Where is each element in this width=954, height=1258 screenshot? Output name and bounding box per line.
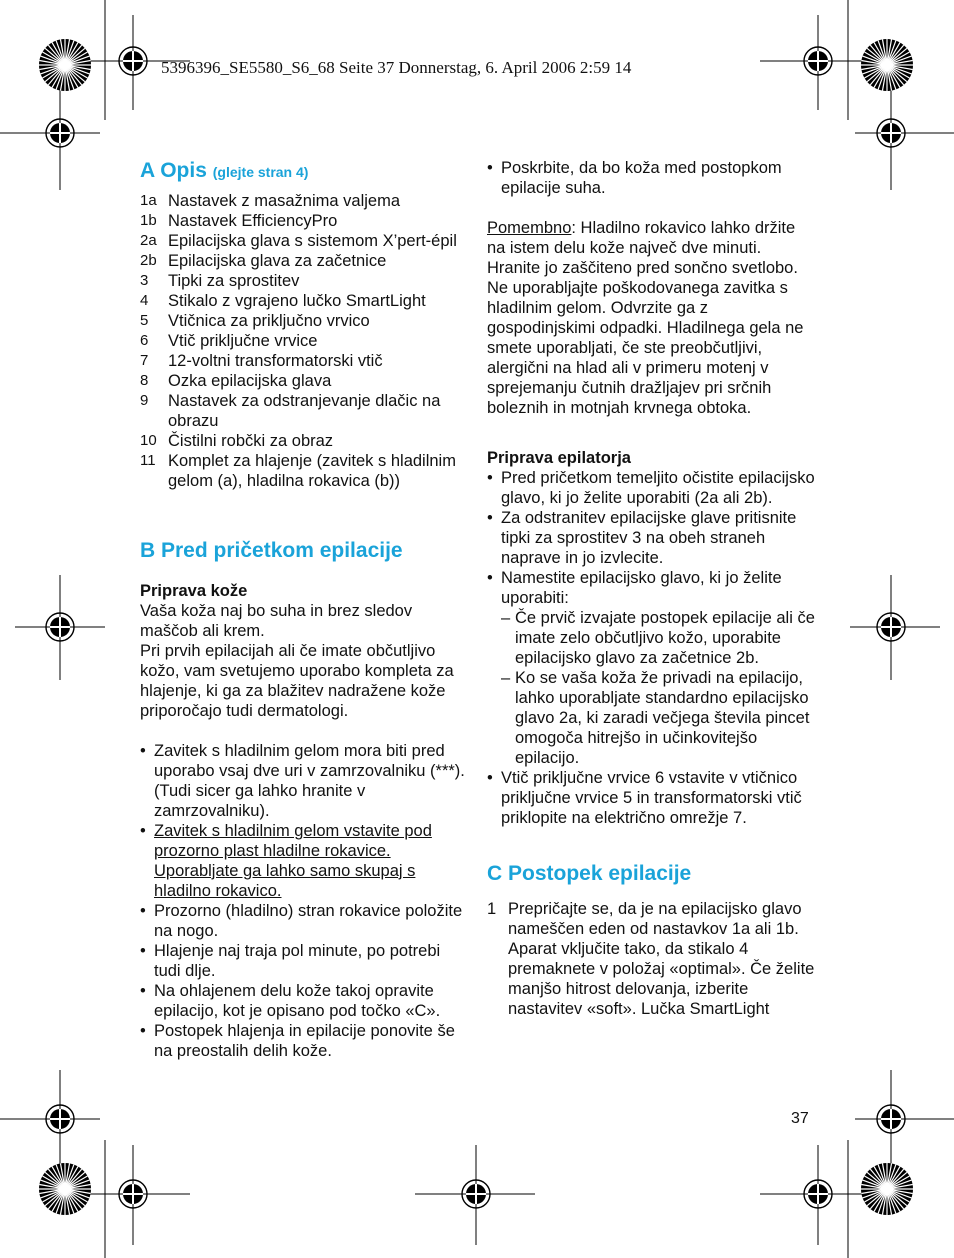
list-item: [140, 211, 470, 231]
list-item: [140, 351, 470, 371]
item-number: 5: [140, 312, 149, 329]
section-a-heading: [140, 158, 470, 185]
procedure-steps: [487, 899, 817, 1019]
important-note: [487, 218, 817, 418]
list-item: [140, 451, 470, 491]
list-item: • Namestite epilacijsko glavo, ki jo želite uporabiti:: [487, 569, 782, 607]
list-item: • Na ohlajenem delu kože takoj opravite epilacijo, kot je opisano pod točko «C».: [140, 982, 441, 1020]
item-text: Komplet za hlajenje (zavitek s hladilnim gelom (a), hladilna rokavica (b)): [168, 452, 456, 490]
dry-skin-bullet: [487, 158, 817, 198]
list-item: • Vtič priključne vrvice 6 vstavite v vtičnico priključne vrvice 5 in transformatorski vtič priklopite na električno omrežje 7.: [487, 769, 802, 827]
list-item: [140, 231, 470, 251]
item-number: 1a: [140, 192, 157, 209]
section-a-page-ref: (glejte stran 4): [212, 164, 309, 180]
item-number: 10: [140, 432, 157, 449]
important-text: : Hladilno rokavico lahko držite na istem delu kože največ dve minuti. Hranite jo zaščiteno pred sončno svetlobo. Ne uporabljajte poškodovanega zavitka s hladilnim gelom. Odvrzite ga z gospodinjskimi odpadki. Hladilnega gela ne smete uporabljati, če ste preobčutljivi, alergični na hlad ali v primeru motenj v sprejemanju čutnih dražljajev pri srčnih boleznih in motnjah krvnega obtoka.: [487, 219, 804, 417]
item-text: Stikalo z vgrajeno lučko SmartLight: [168, 292, 426, 310]
item-number: 2b: [140, 252, 157, 269]
item-number: 11: [140, 452, 156, 469]
print-slug: 5396396_SE5580_S6_68 Seite 37 Donnerstag, 6. April 2006 2:59 14: [161, 58, 632, 77]
item-text: Čistilni robčki za obraz: [168, 432, 334, 450]
list-item: [140, 431, 470, 451]
description-list: [140, 191, 470, 491]
skin-prep-text-1: Vaša koža naj bo suha in brez sledov maščob ali krem.: [140, 602, 413, 640]
item-text: 12-voltni transformatorski vtič: [168, 352, 383, 370]
page-number: 37: [791, 1110, 809, 1127]
list-item: [140, 191, 470, 211]
skin-prep-heading: Priprava kože: [140, 582, 248, 600]
epilator-prep-heading: Priprava epilatorja: [487, 449, 631, 467]
item-number: 6: [140, 332, 149, 349]
skin-prep-text-2: Pri prvih epilacijah ali če imate občutljivo kožo, vam svetujemo uporabo kompleta za hlajenje, ki ga za blažitev nadražene kože priporočajo tudi dermatologi.: [140, 642, 454, 720]
item-text: Ozka epilacijska glava: [168, 372, 332, 390]
cooling-bullets: [140, 741, 470, 1061]
list-item: • Zavitek s hladilnim gelom mora biti pred uporabo vsaj dve uri v zamrzovalniku (***). (Tudi sicer ga lahko hranite v zamrzovalniku).: [140, 742, 465, 820]
list-item: [140, 371, 470, 391]
list-item: – Ko se vaša koža že privadi na epilacijo, lahko uporabljate standardno epilacijsko glavo 2a, ki zaradi večjega števila pincet omogoča hitrejšo in učinkovitejšo epilacijo.: [501, 669, 810, 767]
section-a-title: A Opis: [140, 159, 207, 182]
list-item: • Prozorno (hladilno) stran rokavice položite na nogo.: [140, 902, 463, 940]
list-item: • Zavitek s hladilnim gelom vstavite pod prozorno plast hladilne rokavice. Uporabljate ga lahko samo skupaj s hladilno rokavico.: [140, 822, 432, 900]
list-item: • Hlajenje naj traja pol minute, po potrebi tudi dlje.: [140, 942, 441, 980]
list-item: [140, 391, 470, 431]
item-number: 7: [140, 352, 149, 369]
column-left: [140, 158, 470, 1061]
list-item: – Če prvič izvajate postopek epilacije ali če imate zelo občutljivo kožo, uporabite epilacijsko glavo za začetnice 2b.: [501, 609, 815, 667]
list-item: [140, 331, 470, 351]
item-number: 1b: [140, 212, 157, 229]
list-item: • Poskrbite, da bo koža med postopkom epilacije suha.: [487, 159, 782, 197]
item-number: 4: [140, 292, 149, 309]
list-item: [140, 251, 470, 271]
list-item: • Pred pričetkom temeljito očistite epilacijsko glavo, ki jo želite uporabiti (2a ali 2b).: [487, 469, 815, 507]
item-text: Epilacijska glava za začetnice: [168, 252, 387, 270]
item-number: 3: [140, 272, 149, 289]
section-c-heading: C Postopek epilacije: [487, 862, 692, 885]
item-text: Nastavek za odstranjevanje dlačic na obrazu: [168, 392, 441, 430]
list-item: [140, 311, 470, 331]
list-item: 1 Prepričajte se, da je na epilacijsko glavo nameščen eden od nastavkov 1a ali 1b. Aparat vključite tako, da stikalo 4 premaknete v položaj «optimal». Če želite manjšo hitrost delovanja, izberite nastavitev «soft». Lučka SmartLight: [487, 900, 815, 1018]
list-item: [140, 271, 470, 291]
item-text: Nastavek EfficiencyPro: [168, 212, 338, 230]
item-number: 2a: [140, 232, 157, 249]
list-item: [140, 291, 470, 311]
item-text: Epilacijska glava s sistemom X’pert-épil: [168, 232, 457, 250]
item-text: Vtič priključne vrvice: [168, 332, 318, 350]
item-text: Tipki za sprostitev: [168, 272, 300, 290]
item-number: 8: [140, 372, 149, 389]
list-item: • Postopek hlajenja in epilacije ponovite še na preostalih delih kože.: [140, 1022, 455, 1060]
list-item: • Za odstranitev epilacijske glave pritisnite tipki za sprostitev 3 na obeh straneh naprave in jo izvlecite.: [487, 509, 797, 567]
epilator-prep-bullets: [487, 468, 817, 828]
item-number: 9: [140, 392, 149, 409]
item-text: Nastavek z masažnima valjema: [168, 192, 400, 210]
item-text: Vtičnica za priključno vrvico: [168, 312, 370, 330]
column-right: [487, 158, 817, 1019]
important-label: Pomembno: [487, 219, 572, 237]
section-b-heading: B Pred pričetkom epilacije: [140, 539, 403, 562]
